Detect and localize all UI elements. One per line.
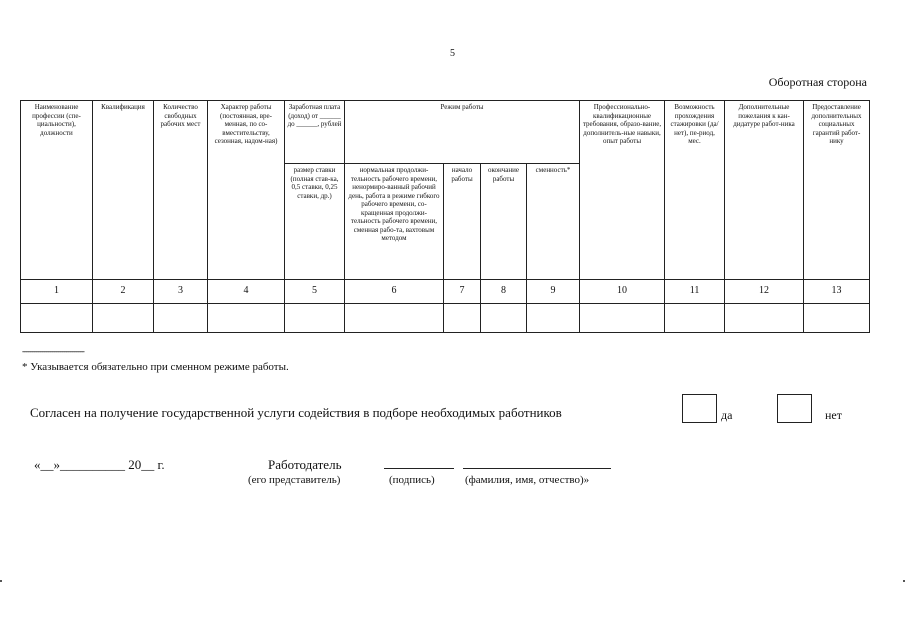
consent-yes-checkbox[interactable]: [682, 394, 717, 423]
consent-no-checkbox[interactable]: [777, 394, 812, 423]
subheader-regime: нормальная продолжи-тельность рабочего времени, ненормиро-ванный рабочий день, работа в режиме гибкого рабочего времени, со-кращенная продолжи-тельность рабочего времени, сменная рабо-та, вахтовым методом: [345, 164, 444, 280]
header-profession: Наименование профессии (спе-циальности), должности: [21, 101, 93, 280]
consent-text: Согласен на получение государственной услуги содействия в подборе необходимых работников: [30, 405, 562, 420]
consent-yes-label: да: [721, 408, 733, 422]
column-number: 2: [93, 280, 154, 304]
header-salary: Заработная плата (доход) от ______ до ______, рублей: [285, 101, 345, 164]
column-number-row: [21, 280, 870, 304]
table-row: [21, 304, 870, 333]
data-cell-profession[interactable]: [21, 304, 93, 333]
signature-line[interactable]: [384, 468, 454, 469]
data-cell-requirements[interactable]: [580, 304, 665, 333]
data-cell-wishes[interactable]: [725, 304, 804, 333]
data-cell-work-type[interactable]: [208, 304, 285, 333]
subheader-start: начало работы: [444, 164, 481, 280]
header-guarantees: Предоставление дополнительных социальных гарантий работ-нику: [804, 101, 870, 280]
header-wishes: Дополнительные пожелания к кан-дидатуре работ-ника: [725, 101, 804, 280]
data-cell-rate[interactable]: [285, 304, 345, 333]
scan-edge-mark: [0, 580, 2, 582]
vacancy-table: [20, 100, 870, 333]
data-cell-shift[interactable]: [527, 304, 580, 333]
column-number: 9: [527, 280, 580, 304]
column-number: 11: [665, 280, 725, 304]
page-number: 5: [450, 48, 455, 59]
data-cell-guarantees[interactable]: [804, 304, 870, 333]
column-number: 7: [444, 280, 481, 304]
data-cell-start[interactable]: [444, 304, 481, 333]
signature-caption: (подпись): [389, 474, 435, 486]
header-qualification: Квалификация: [93, 101, 154, 280]
header-work-type: Характер работы (постоянная, вре-менная, по со-вместительству, сезонная, надом-ная): [208, 101, 285, 280]
column-number: 4: [208, 280, 285, 304]
employer-sublabel: (его представитель): [248, 474, 341, 486]
name-caption: (фамилия, имя, отчество)»: [465, 474, 590, 486]
column-number: 3: [154, 280, 208, 304]
column-number: 13: [804, 280, 870, 304]
column-number: 10: [580, 280, 665, 304]
column-number: 5: [285, 280, 345, 304]
data-cell-end[interactable]: [481, 304, 527, 333]
footnote-separator: -------------------------------: [22, 346, 84, 356]
employer-label: Работодатель: [268, 457, 342, 472]
column-number: 1: [21, 280, 93, 304]
header-internship: Возможность прохождения стажировки (да/нет), пе-риод, мес.: [665, 101, 725, 280]
subheader-shift: сменность*: [527, 164, 580, 280]
consent-no-label: нет: [825, 408, 842, 422]
header-schedule: Режим работы: [345, 101, 580, 164]
data-cell-regime[interactable]: [345, 304, 444, 333]
data-cell-internship[interactable]: [665, 304, 725, 333]
side-label: Оборотная сторона: [768, 75, 867, 89]
header-vacancies: Количество свободных рабочих мест: [154, 101, 208, 280]
date-field[interactable]: «__»__________ 20__ г.: [34, 457, 165, 472]
subheader-end: окончание работы: [481, 164, 527, 280]
column-number: 6: [345, 280, 444, 304]
data-cell-qualification[interactable]: [93, 304, 154, 333]
footnote-text: * Указывается обязательно при сменном режиме работы.: [22, 361, 289, 373]
column-number: 12: [725, 280, 804, 304]
name-line[interactable]: [463, 468, 611, 469]
subheader-rate: размер ставки (полная став-ка, 0,5 ставки, 0,25 ставки, др.): [285, 164, 345, 280]
header-requirements: Профессионально-квалификационные требования, образо-вание, дополнитель-ные навыки, опыт работы: [580, 101, 665, 280]
data-cell-vacancies[interactable]: [154, 304, 208, 333]
column-number: 8: [481, 280, 527, 304]
